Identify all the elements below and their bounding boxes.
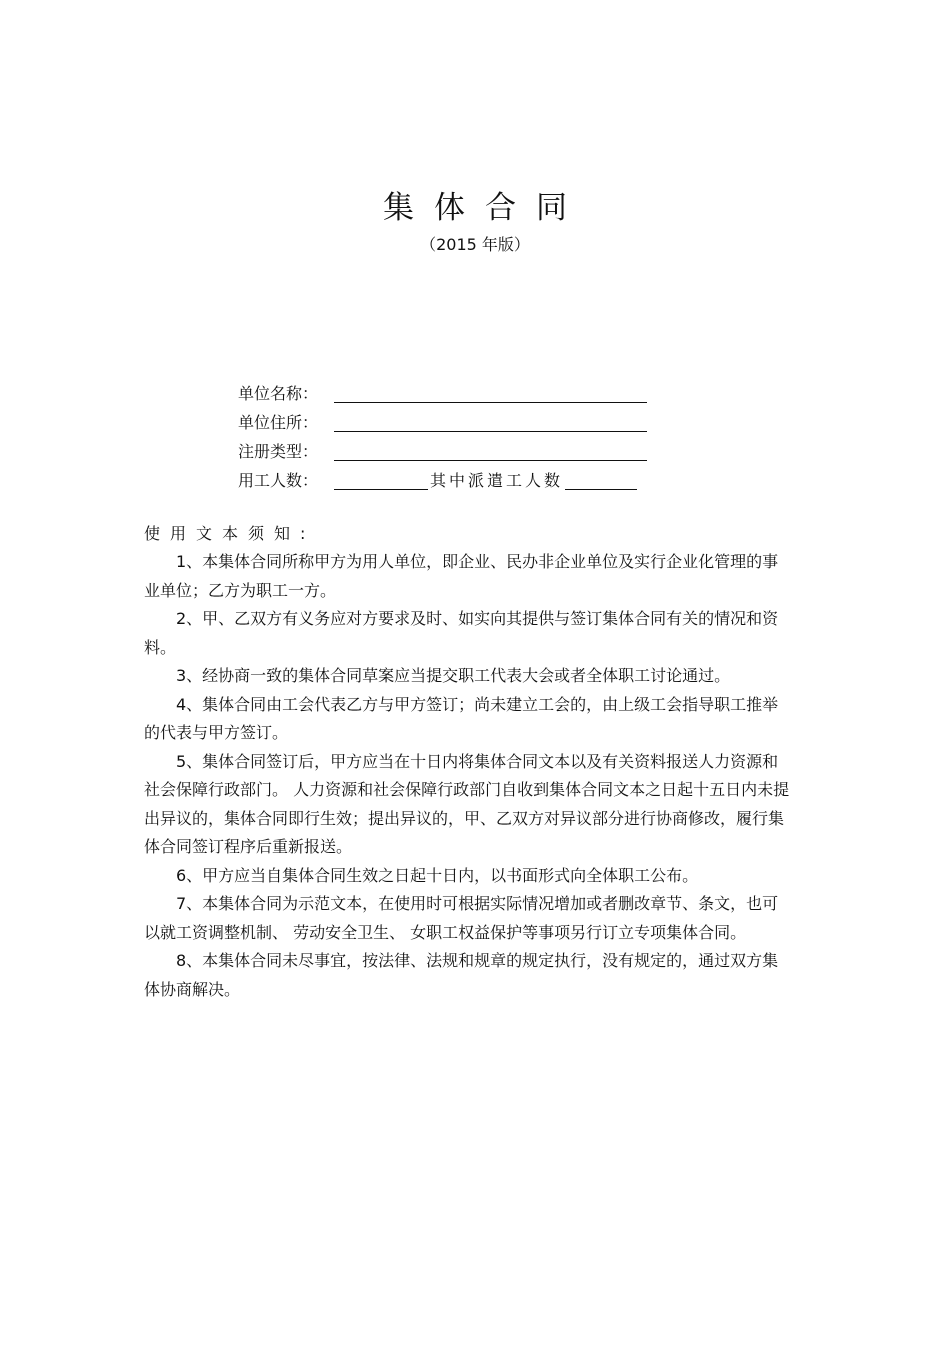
notice-item-4: 4、集体合同由工会代表乙方与甲方签订；尚未建立工会的，由上级工会指导职工推举的代表与甲方签订。	[144, 694, 779, 742]
registration-type-blank[interactable]	[334, 440, 647, 461]
dispatched-count-blank[interactable]	[565, 469, 637, 490]
unit-address-blank[interactable]	[334, 411, 647, 432]
unit-address-row	[238, 407, 708, 436]
notice-item-7: 7、本集体合同为示范文本，在使用时可根据实际情况增加或者删改章节、条文，也可以就工资调整机制、 劳动安全卫生、 女职工权益保护等事项另行订立专项集体合同。	[144, 894, 779, 942]
notice-item-2: 2、甲、乙双方有义务应对方要求及时、如实向其提供与签订集体合同有关的情况和资料。	[144, 609, 779, 657]
usage-notice	[144, 520, 794, 1004]
notice-item-3: 3、经协商一致的集体合同草案应当提交职工代表大会或者全体职工讨论通过。	[176, 666, 731, 685]
employee-count-blank[interactable]	[334, 469, 428, 490]
notice-item-1: 1、本集体合同所称甲方为用人单位，即企业、民办非企业单位及实行企业化管理的事业单位；乙方为职工一方。	[144, 552, 779, 600]
unit-info-form	[238, 378, 708, 494]
dispatched-count-label: 其中派遣工人数	[430, 471, 564, 490]
notice-item-5: 5、集体合同签订后，甲方应当在十日内将集体合同文本以及有关资料报送人力资源和社会保障行政部门。 人力资源和社会保障行政部门自收到集体合同文本之日起十五日内未提出异议的，集体合同即行生效；提出异议的，甲、乙双方对异议部分进行协商修改，履行集体合同签订程序后重新报送。	[144, 751, 790, 856]
unit-name-label: 单位名称：	[238, 384, 319, 403]
unit-name-blank[interactable]	[334, 382, 647, 403]
unit-name-row	[238, 378, 708, 407]
document-title: 集体合同	[383, 190, 587, 226]
notice-item-8: 8、本集体合同未尽事宜，按法律、法规和规章的规定执行，没有规定的，通过双方集体协商解决。	[144, 951, 779, 999]
employee-count-row	[238, 465, 708, 494]
usage-notice-heading: 使用文本须知:	[144, 524, 316, 543]
notice-item-6: 6、甲方应当自集体合同生效之日起十日内，以书面形式向全体职工公布。	[176, 865, 699, 885]
employee-count-label: 用工人数：	[238, 471, 319, 490]
document-version: （2015 年版）	[420, 235, 530, 254]
registration-type-label: 注册类型：	[238, 442, 319, 461]
unit-address-label: 单位住所：	[238, 413, 319, 432]
registration-type-row	[238, 436, 708, 465]
